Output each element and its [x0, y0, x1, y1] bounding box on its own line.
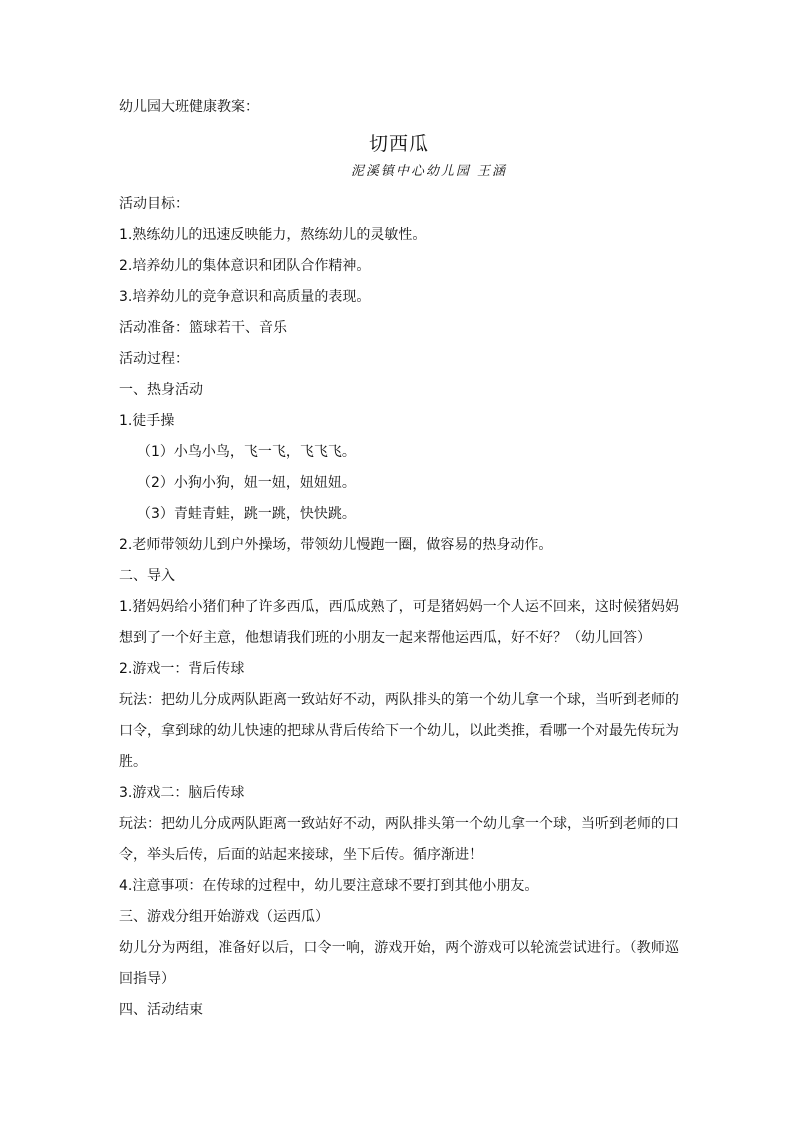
list-item: 4.注意事项：在传球的过程中，幼儿要注意球不要打到其他小朋友。: [119, 878, 539, 894]
sub-list-item: （1）小鸟小鸟，飞一飞，飞飞飞。: [137, 444, 356, 460]
section-heading: 一、热身活动: [119, 382, 203, 398]
goal-item: 2.培养幼儿的集体意识和团队合作精神。: [119, 258, 371, 274]
section-heading: 四、活动结束: [119, 1002, 203, 1018]
document-heading: 幼儿园大班健康教案：: [119, 99, 259, 115]
section-heading: 三、游戏分组开始游戏（运西瓜）: [119, 909, 329, 925]
document-title: 切西瓜: [368, 133, 429, 155]
section-paragraph: 幼儿分为两组，准备好以后，口令一响，游戏开始，两个游戏可以轮流尝试进行。（教师巡回指导）: [119, 940, 679, 987]
author-line: 泥溪镇中心幼儿园 王涵: [350, 164, 508, 179]
list-item-paragraph: 1.猪妈妈给小猪们种了许多西瓜，西瓜成熟了，可是猪妈妈一个人运不回来，这时候猪妈妈想到了一个好主意，他想请我们班的小朋友一起来帮他运西瓜，好不好？（幼儿回答）: [119, 599, 679, 646]
list-item: 3.游戏二：脑后传球: [119, 785, 245, 801]
goal-item: 1.熟练幼儿的迅速反映能力，熬练幼儿的灵敏性。: [119, 227, 427, 243]
goal-item: 3.培养幼儿的竞争意识和高质量的表现。: [119, 289, 371, 305]
preparation-line: 活动准备：篮球若干、音乐: [119, 320, 287, 336]
document-body: [119, 92, 679, 1026]
process-label: 活动过程：: [119, 351, 189, 367]
sub-list-item: （2）小狗小狗，妞一妞，妞妞妞。: [137, 475, 356, 491]
list-item: 2.老师带领幼儿到户外操场，带领幼儿慢跑一圈，做容易的热身动作。: [119, 537, 553, 553]
rules-paragraph: 玩法：把幼儿分成两队距离一致站好不动，两队排头的第一个幼儿拿一个球，当听到老师的口令，拿到球的幼儿快速的把球从背后传给下一个幼儿，以此类推，看哪一个对最先传玩为胜。: [119, 692, 679, 770]
list-item: 2.游戏一：背后传球: [119, 661, 245, 677]
sub-list-item: （3）青蛙青蛙，跳一跳，快快跳。: [137, 506, 356, 522]
rules-paragraph: 玩法：把幼儿分成两队距离一致站好不动，两队排头第一个幼儿拿一个球，当听到老师的口令，举头后传，后面的站起来接球，坐下后传。循序渐进！: [119, 816, 679, 863]
section-heading: 二、导入: [119, 568, 175, 584]
list-item: 1.徒手操: [119, 413, 175, 429]
goals-label: 活动目标：: [119, 196, 189, 212]
